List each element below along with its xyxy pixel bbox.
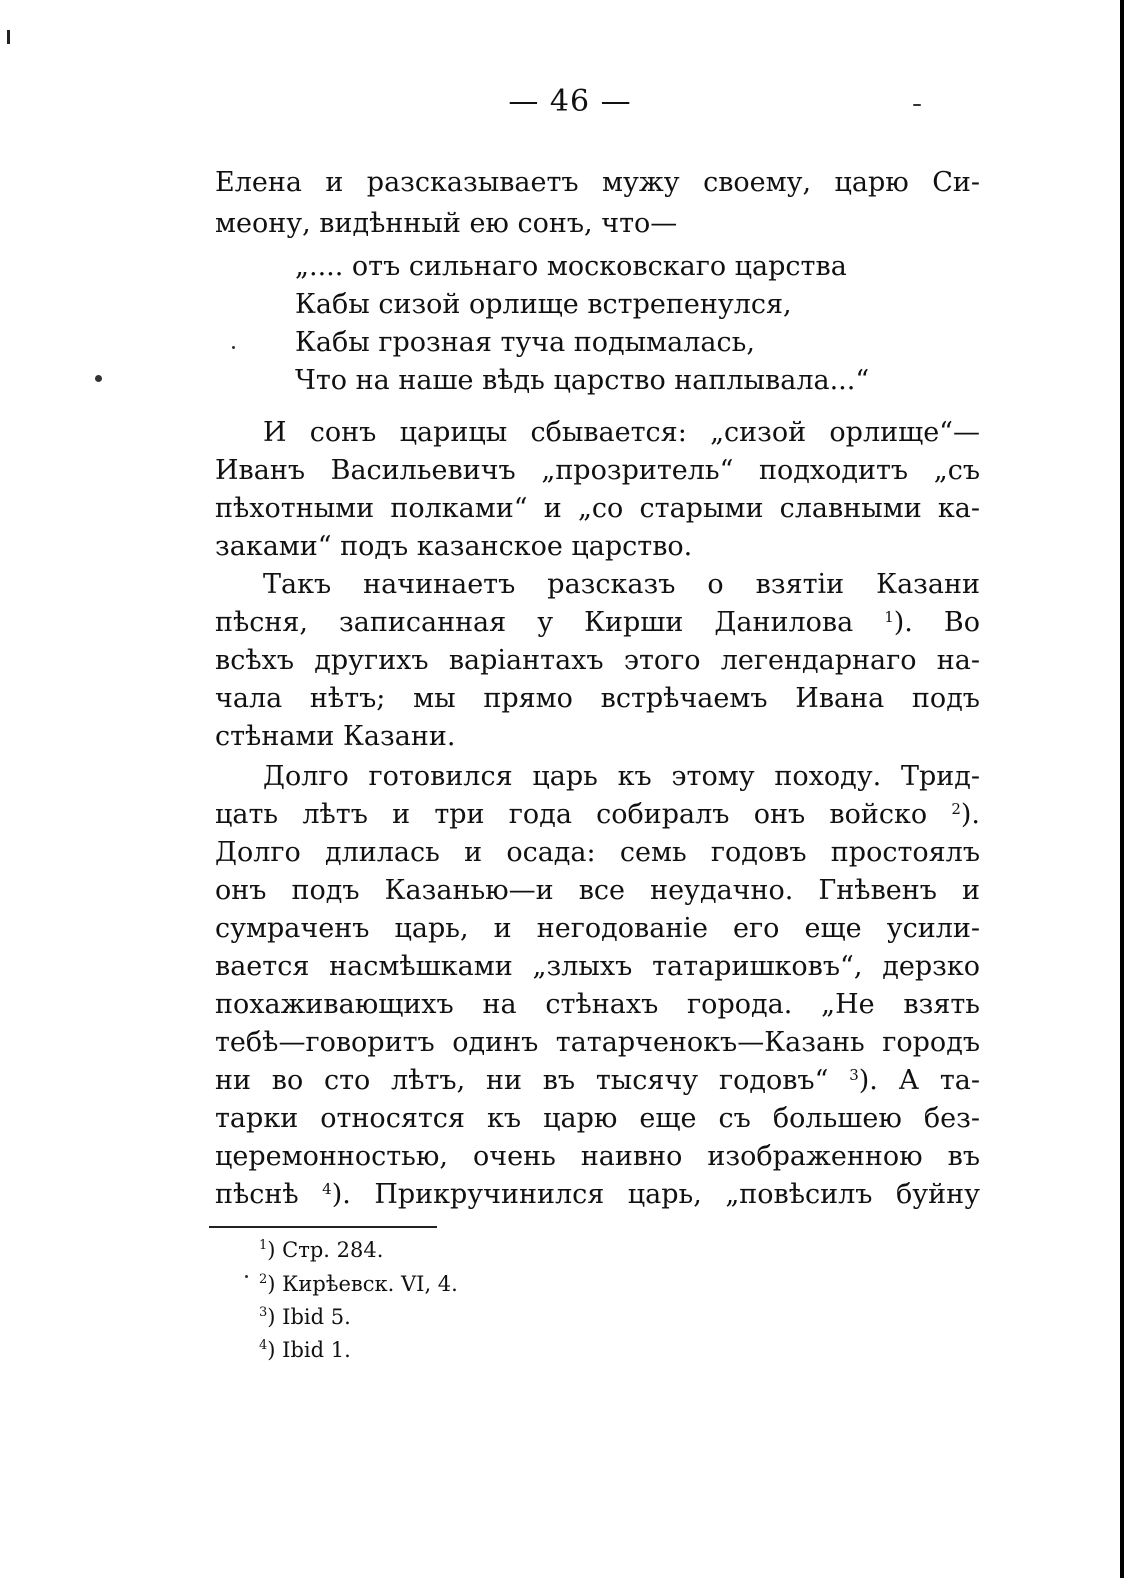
scan-speck	[95, 375, 102, 382]
text-line: Елена и разсказываетъ мужу своему, царю Си-	[215, 167, 980, 198]
text-line: пѣхотными полками“ и „со старыми славными ка-	[215, 493, 980, 524]
footnote-mark: 4	[259, 1338, 268, 1353]
text-segment: цать лѣтъ и три года собиралъ онъ войско	[215, 799, 928, 830]
text-line: вается насмѣшками „злыхъ татаришковъ“, дерзко	[215, 951, 980, 982]
scan-artifact-mark	[7, 30, 10, 44]
text-line: тарки относятся къ царю еще съ большею без-	[215, 1103, 980, 1134]
footnote-text: ) Ibid 1.	[267, 1338, 351, 1362]
footnote-ref: 1	[884, 608, 894, 626]
verse-line: „.... отъ сильнаго московскаго царства	[295, 251, 847, 282]
text-segment: ). Прикручинился царь, „повѣсилъ буйну	[331, 1179, 980, 1210]
text-line: церемонностью, очень наивно изображенною въ	[215, 1141, 980, 1172]
text-line: Долго длилась и осада: семь годовъ простоялъ	[215, 837, 980, 868]
text-segment: ни во сто лѣтъ, ни въ тысячу годовъ“	[215, 1065, 829, 1096]
scan-border	[1120, 0, 1124, 1578]
text-line: тебѣ—говоритъ одинъ татарченокъ—Казань городъ	[215, 1027, 980, 1058]
footnote-text: ) Стр. 284.	[267, 1238, 384, 1262]
text-line: И сонъ царицы сбывается: „сизой орлище“—	[263, 417, 980, 448]
text-line: онъ подъ Казанью—и все неудачно. Гнѣвенъ и	[215, 875, 980, 906]
footnote-ref: 2	[951, 800, 961, 818]
text-line: похаживающихъ на стѣнахъ города. „Не взять	[215, 989, 980, 1020]
footnote-3	[259, 1303, 351, 1331]
text-line	[215, 1178, 980, 1212]
text-segment: пѣснѣ	[215, 1179, 299, 1210]
verse-line: Кабы сизой орлище встрепенулся,	[295, 289, 792, 320]
page-number: — 46 —	[508, 84, 632, 119]
text-line	[215, 1064, 980, 1098]
footnote-ref: 3	[849, 1066, 859, 1084]
text-line	[215, 606, 980, 640]
footnote-ref: 4	[322, 1180, 332, 1198]
text-line: чала нѣтъ; мы прямо встрѣчаемъ Ивана подъ	[215, 683, 980, 714]
text-line: Иванъ Васильевичъ „прозритель“ подходитъ „съ	[215, 455, 980, 486]
text-segment: ).	[960, 799, 980, 830]
footnote-mark: 1	[259, 1238, 268, 1253]
footnote-text: ) Кирѣевск. VI, 4.	[267, 1272, 458, 1296]
verse-line: Кабы грозная туча подымалась,	[295, 327, 755, 358]
footnote-mark: 3	[259, 1305, 268, 1320]
text-segment: пѣсня, записанная у Кирши Данилова	[215, 607, 854, 638]
verse-line: Что на наше вѣдь царство наплывала...“	[295, 365, 870, 396]
scan-speck	[245, 1275, 248, 1278]
footnote-text: ) Ibid 5.	[267, 1305, 351, 1329]
text-line: сумраченъ царь, и негодованіе его еще усили-	[215, 913, 980, 944]
text-line: Такъ начинаетъ разсказъ о взятіи Казани	[263, 569, 980, 600]
footnote-divider	[209, 1226, 437, 1228]
footnote-2	[259, 1270, 458, 1298]
text-line: меону, видѣнный ею сонъ, что—	[215, 208, 678, 239]
text-segment: ). А та-	[858, 1065, 981, 1096]
text-line: заками“ подъ казанское царство.	[215, 531, 693, 562]
footnote-1	[259, 1236, 383, 1264]
text-segment: ). Во	[893, 607, 980, 638]
footnote-4	[259, 1336, 351, 1364]
text-line: всѣхъ другихъ варіантахъ этого легендарнаго на-	[215, 645, 980, 676]
text-line	[215, 798, 980, 832]
scan-speck	[232, 346, 235, 349]
text-line: Долго готовился царь къ этому походу. Трид-	[263, 761, 980, 792]
footnote-mark: 2	[259, 1272, 268, 1287]
text-line: стѣнами Казани.	[215, 721, 456, 752]
